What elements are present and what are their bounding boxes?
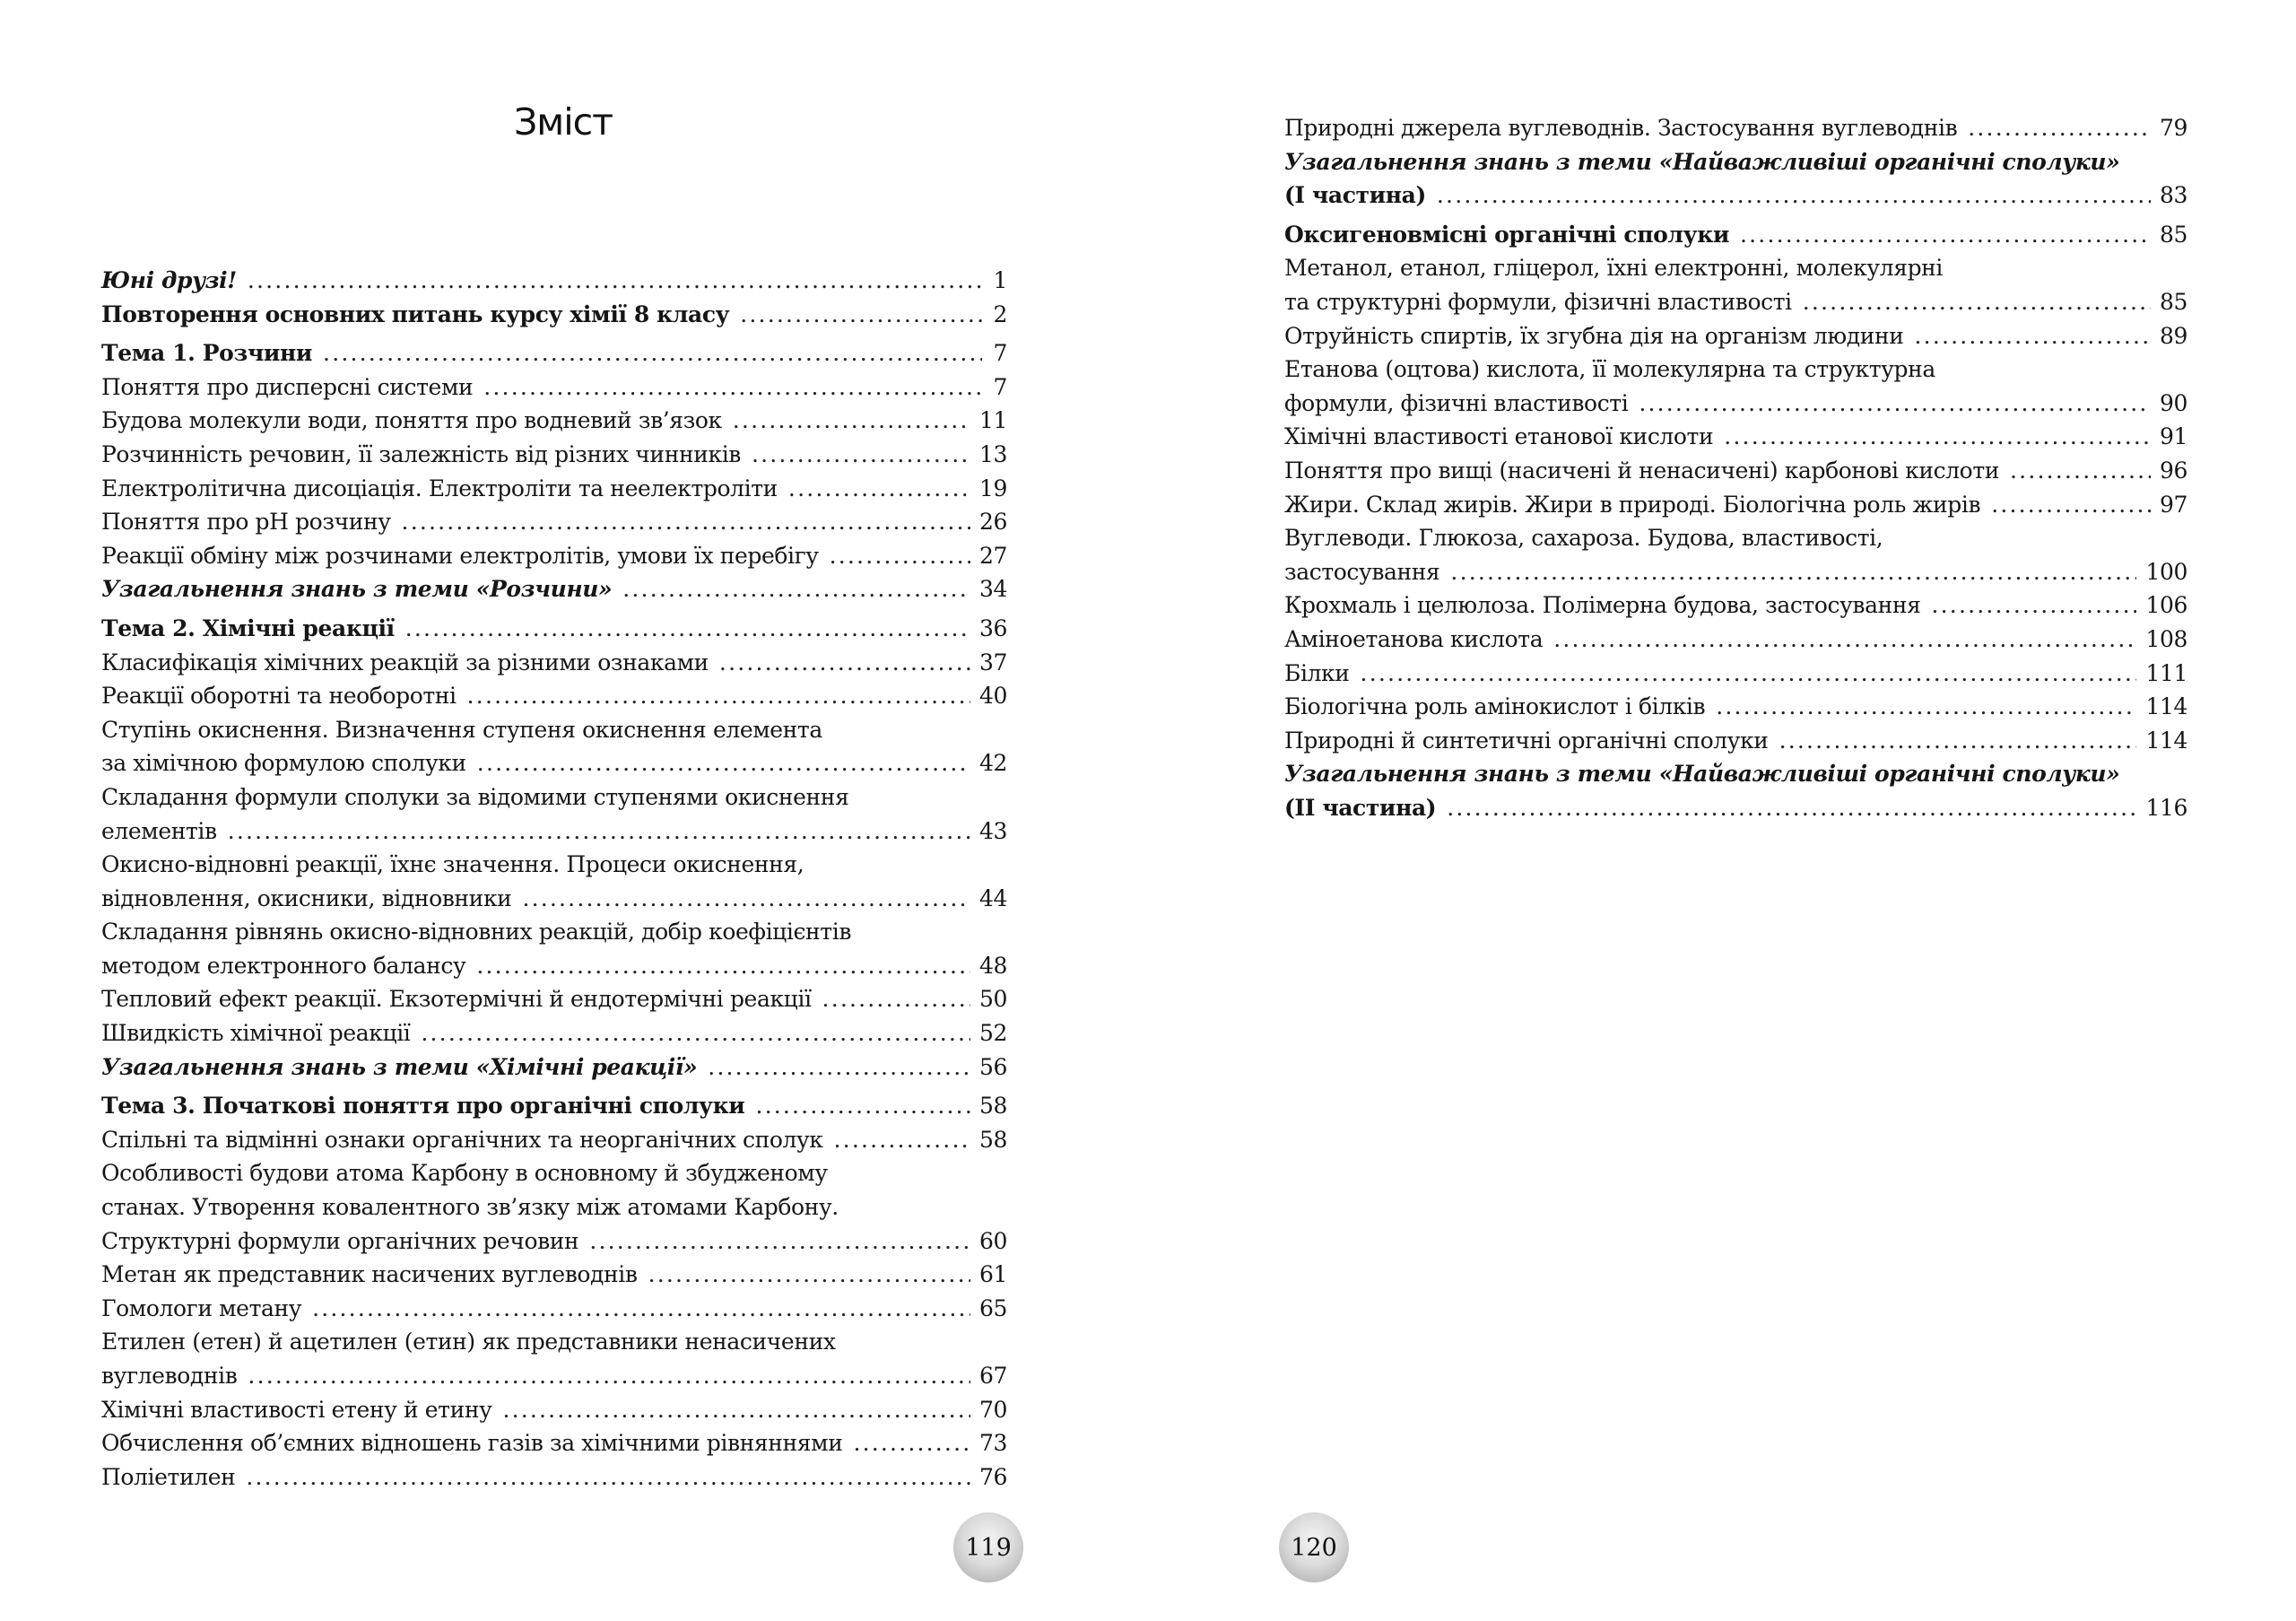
- toc-entry: [1284, 657, 2187, 691]
- toc-entry-title: Юні друзі!: [101, 267, 237, 293]
- toc-entry: [101, 612, 1007, 646]
- toc-entry: [101, 1393, 1007, 1427]
- toc-entry-title: Окисно-відновні реакції, їхнє значення. Процеси окиснення,: [101, 851, 804, 878]
- toc-entry-title: Хімічні властивості етену й етину: [101, 1396, 492, 1423]
- toc-entry-page-number: 34: [978, 576, 1007, 603]
- toc-entry-page-number: 58: [978, 1093, 1007, 1120]
- dot-leader: [228, 815, 970, 849]
- toc-entry-page-number: 1: [993, 267, 1007, 293]
- page-title: Зміст: [514, 100, 613, 144]
- toc-entry-continued: [1284, 251, 2187, 285]
- toc-entry-title: станах. Утворення ковалентного зв’язку між атомами Карбону.: [101, 1194, 839, 1221]
- dot-leader: [853, 1426, 970, 1460]
- toc-entry-title: Тема 2. Хімічні реакції: [101, 614, 395, 641]
- toc-entry-page-number: 96: [2159, 457, 2187, 484]
- dot-leader: [1437, 179, 2151, 213]
- dot-leader: [755, 1089, 970, 1123]
- toc-entry-page-number: 114: [2145, 693, 2187, 720]
- toc-entry-title: Обчислення об’ємних відношень газів за хімічними рівняннями: [101, 1430, 843, 1457]
- dot-leader: [1968, 111, 2151, 145]
- toc-entry-title: Реакції обміну між розчинами електролітів, умови їх перебігу: [101, 542, 819, 569]
- toc-entry-title: Тема 1. Розчини: [101, 340, 313, 367]
- toc-entry-page-number: 43: [978, 817, 1007, 844]
- dot-leader: [1915, 319, 2151, 353]
- toc-entry-page-number: 89: [2159, 322, 2187, 349]
- right-page: [1148, 0, 2296, 1621]
- dot-leader: [1450, 555, 2136, 589]
- toc-entry: [101, 404, 1007, 438]
- toc-entry-title: Складання формули сполуки за відомими ступенями окиснення: [101, 783, 849, 810]
- toc-entry-title: Узагальнення знань з теми «Хімічні реакції»: [101, 1053, 698, 1080]
- toc-entry-page-number: 27: [978, 542, 1007, 569]
- toc-entry: [1284, 623, 2187, 657]
- toc-entry-page-number: 40: [978, 683, 1007, 710]
- toc-entry-title: Узагальнення знань з теми «Найважливіші органічні сполуки»: [1284, 761, 2120, 788]
- toc-entry-title: застосування: [1284, 558, 1440, 585]
- toc-entry-title: Ступінь окиснення. Визначення ступеня окиснення елемента: [101, 716, 822, 743]
- toc-entry-title: Тема 3. Початкові поняття про органічні сполуки: [101, 1093, 745, 1120]
- toc-entry: [101, 949, 1007, 983]
- toc-entry-page-number: 37: [978, 649, 1007, 675]
- dot-leader: [421, 1016, 970, 1050]
- toc-entry-page-number: 52: [978, 1020, 1007, 1047]
- toc-entry-title: Тепловий ефект реакції. Екзотермічні й ендотермічні реакції: [101, 986, 812, 1013]
- toc-entry: [1284, 555, 2187, 589]
- dot-leader: [822, 982, 970, 1016]
- dot-leader: [2010, 454, 2151, 488]
- dot-leader: [1803, 285, 2151, 319]
- dot-leader: [1553, 623, 2136, 657]
- toc-entry: [1284, 488, 2187, 522]
- dot-leader: [1991, 488, 2151, 522]
- toc-entry: [101, 505, 1007, 539]
- toc-entry-continued: [1284, 757, 2187, 791]
- toc-entry-continued: [1284, 353, 2187, 387]
- toc-entry-title: Класифікація хімічних реакцій за різними ознаками: [101, 649, 709, 675]
- toc-entry-page-number: 56: [978, 1053, 1007, 1080]
- toc-entry-title: Етанова (оцтова) кислота, її молекулярна та структурна: [1284, 356, 1935, 383]
- toc-entry: [1284, 724, 2187, 758]
- toc-entry-title: Розчинність речовин, її залежність від різних чинників: [101, 440, 741, 467]
- page-number-badge: 120: [1279, 1512, 1349, 1582]
- toc-entry-page-number: 19: [978, 475, 1007, 501]
- toc-entry-title: Поліетилен: [101, 1463, 236, 1490]
- toc-entry-continued: [1284, 521, 2187, 555]
- toc-entry: [101, 1426, 1007, 1460]
- dot-leader: [1740, 218, 2151, 252]
- toc-entry: [101, 1292, 1007, 1326]
- dot-leader: [467, 679, 970, 713]
- toc-entry-page-number: 13: [978, 440, 1007, 467]
- toc-entry-page-number: 42: [978, 750, 1007, 777]
- toc-entry-page-number: 60: [978, 1227, 1007, 1254]
- toc-entry-page-number: 7: [993, 340, 1007, 367]
- toc-entry-title: Будова молекули води, поняття про водневий зв’язок: [101, 407, 722, 434]
- toc-entry-page-number: 67: [978, 1363, 1007, 1389]
- toc-entry: [101, 1123, 1007, 1157]
- dot-leader: [752, 438, 970, 472]
- dot-leader: [1779, 724, 2137, 758]
- toc-entry-title: Узагальнення знань з теми «Розчини»: [101, 576, 613, 603]
- toc-entry-title: Структурні формули органічних речовин: [101, 1227, 579, 1254]
- toc-entry: [101, 646, 1007, 680]
- toc-entry-title: (II частина): [1284, 794, 1437, 821]
- toc-list-right: [1284, 111, 2187, 824]
- toc-entry-title: вуглеводнів: [101, 1363, 238, 1389]
- toc-entry-title: Метан як представник насичених вуглеводнів: [101, 1261, 638, 1288]
- toc-entry-page-number: 111: [2145, 659, 2187, 686]
- toc-entry-continued: [101, 1325, 1007, 1359]
- toc-entry-page-number: 91: [2159, 423, 2187, 450]
- toc-entry-title: Швидкість хімічної реакції: [101, 1020, 411, 1047]
- toc-entry: [1284, 791, 2187, 825]
- dot-leader: [483, 370, 982, 405]
- toc-entry-title: Природні джерела вуглеводнів. Застосування вуглеводнів: [1284, 115, 1958, 141]
- toc-entry-page-number: 106: [2145, 592, 2187, 619]
- toc-entry: [1284, 588, 2187, 623]
- toc-entry-title: Складання рівнянь окисно-відновних реакцій, добір коефіцієнтів: [101, 919, 852, 946]
- toc-entry-title: Білки: [1284, 659, 1350, 686]
- toc-entry-page-number: 97: [2159, 491, 2187, 518]
- dot-leader: [708, 1050, 970, 1085]
- toc-entry-title: Спільні та відмінні ознаки органічних та неорганічних сполук: [101, 1126, 823, 1153]
- toc-entry-page-number: 58: [978, 1126, 1007, 1153]
- toc-entry-page-number: 85: [2159, 221, 2187, 248]
- toc-entry-title: Вуглеводи. Глюкоза, сахароза. Будова, властивості,: [1284, 525, 1883, 552]
- toc-entry-page-number: 36: [978, 614, 1007, 641]
- toc-entry-page-number: 83: [2159, 182, 2187, 209]
- toc-entry-title: Узагальнення знань з теми «Найважливіші органічні сполуки»: [1284, 148, 2120, 175]
- toc-entry-page-number: 50: [978, 986, 1007, 1013]
- toc-entry-title: Аміноетанова кислота: [1284, 625, 1544, 652]
- toc-entry-page-number: 76: [978, 1463, 1007, 1490]
- toc-entry-continued: [101, 1156, 1007, 1190]
- dot-leader: [740, 298, 982, 332]
- toc-entry-title: Жири. Склад жирів. Жири в природі. Біологічна роль жирів: [1284, 491, 1981, 518]
- dot-leader: [719, 646, 970, 680]
- toc-entry-title: відновлення, окисники, відновники: [101, 885, 512, 911]
- toc-entry: [101, 438, 1007, 472]
- dot-leader: [1724, 420, 2151, 454]
- dot-leader: [248, 264, 982, 298]
- toc-entry-title: Електролітична дисоціація. Електроліти та неелектроліти: [101, 475, 778, 501]
- toc-entry-page-number: 11: [978, 407, 1007, 434]
- toc-entry-title: методом електронного балансу: [101, 952, 466, 979]
- toc-entry: [101, 1224, 1007, 1259]
- toc-entry: [101, 679, 1007, 713]
- toc-entry-page-number: 116: [2145, 794, 2187, 821]
- toc-entry: [101, 1460, 1007, 1495]
- toc-entry: [101, 1258, 1007, 1292]
- toc-entry: [1284, 218, 2187, 252]
- dot-leader: [834, 1123, 970, 1157]
- dot-leader: [502, 1393, 970, 1427]
- toc-entry-continued: [101, 848, 1007, 882]
- toc-entry-title: Реакції оборотні та необоротні: [101, 683, 457, 710]
- toc-entry-title: Метанол, етанол, гліцерол, їхні електронні, молекулярні: [1284, 255, 1944, 282]
- toc-entry: [101, 982, 1007, 1016]
- dot-leader: [476, 949, 970, 983]
- dot-leader: [648, 1258, 970, 1292]
- toc-entry: [101, 1359, 1007, 1393]
- toc-entry: [101, 472, 1007, 506]
- toc-entry: [101, 336, 1007, 370]
- toc-entry-title: Поняття про pH розчину: [101, 509, 391, 536]
- toc-entry-page-number: 70: [978, 1396, 1007, 1423]
- toc-entry-title: Гомологи метану: [101, 1294, 302, 1321]
- toc-entry-page-number: 2: [993, 301, 1007, 327]
- toc-entry-title: Етилен (етен) й ацетилен (етин) як представники ненасичених: [101, 1329, 836, 1355]
- toc-entry-title: Повторення основних питань курсу хімії 8 класу: [101, 301, 730, 327]
- toc-entry-title: Поняття про дисперсні системи: [101, 373, 474, 400]
- toc-entry: [101, 746, 1007, 780]
- dot-leader: [589, 1224, 970, 1259]
- toc-entry-page-number: 73: [978, 1430, 1007, 1457]
- toc-entry-page-number: 100: [2145, 558, 2187, 585]
- toc-entry: [101, 1089, 1007, 1123]
- dot-leader: [402, 505, 970, 539]
- dot-leader: [1639, 387, 2151, 421]
- toc-entry: [1284, 285, 2187, 319]
- dot-leader: [477, 746, 970, 780]
- dot-leader: [405, 612, 970, 646]
- toc-entry-title: елементів: [101, 817, 217, 844]
- toc-entry: [101, 264, 1007, 298]
- toc-entry-page-number: 44: [978, 885, 1007, 911]
- toc-entry-continued: [101, 1190, 1007, 1224]
- toc-entry: [1284, 454, 2187, 488]
- toc-entry-page-number: 7: [993, 373, 1007, 400]
- toc-entry-continued: [1284, 145, 2187, 179]
- toc-entry: [1284, 111, 2187, 145]
- toc-entry-title: Крохмаль і целюлоза. Полімерна будова, застосування: [1284, 592, 1921, 619]
- toc-entry: [1284, 420, 2187, 454]
- toc-entry-page-number: 61: [978, 1261, 1007, 1288]
- toc-entry-continued: [101, 915, 1007, 949]
- toc-entry-title: Хімічні властивості етанової кислоти: [1284, 423, 1714, 450]
- dot-leader: [1447, 791, 2136, 825]
- toc-entry-page-number: 26: [978, 509, 1007, 536]
- toc-entry-page-number: 48: [978, 952, 1007, 979]
- toc-entry-title: формули, фізичні властивості: [1284, 389, 1629, 416]
- toc-entry-page-number: 79: [2159, 115, 2187, 141]
- toc-entry-title: за хімічною формулою сполуки: [101, 750, 466, 777]
- toc-entry-page-number: 90: [2159, 389, 2187, 416]
- toc-entry: [1284, 387, 2187, 421]
- toc-entry-page-number: 65: [978, 1294, 1007, 1321]
- toc-entry-title: Поняття про вищі (насичені й ненасичені) карбонові кислоти: [1284, 457, 2000, 484]
- toc-entry-continued: [101, 780, 1007, 815]
- toc-entry-title: Біологічна роль амінокислот і білків: [1284, 693, 1706, 720]
- dot-leader: [830, 539, 970, 573]
- dot-leader: [1361, 657, 2137, 691]
- toc-list-left: [101, 264, 1007, 1494]
- toc-entry: [101, 298, 1007, 332]
- toc-entry-title: Природні й синтетичні органічні сполуки: [1284, 727, 1769, 754]
- toc-entry-title: та структурні формули, фізичні властивості: [1284, 288, 1792, 315]
- toc-entry-title: Отруйність спиртів, їх згубна дія на організм людини: [1284, 322, 1904, 349]
- toc-entry: [101, 815, 1007, 849]
- toc-entry: [101, 1050, 1007, 1085]
- toc-entry-continued: [101, 713, 1007, 747]
- dot-leader: [788, 472, 970, 506]
- toc-entry-page-number: 85: [2159, 288, 2187, 315]
- toc-entry: [101, 370, 1007, 405]
- dot-leader: [733, 404, 970, 438]
- dot-leader: [248, 1359, 970, 1393]
- toc-entry: [1284, 690, 2187, 724]
- toc-entry: [101, 882, 1007, 916]
- toc-entry-page-number: 114: [2145, 727, 2187, 754]
- page-number-badge: 119: [953, 1512, 1023, 1582]
- dot-leader: [323, 336, 982, 370]
- toc-entry: [101, 1016, 1007, 1050]
- toc-entry-title: (I частина): [1284, 182, 1426, 209]
- dot-leader: [1932, 588, 2137, 623]
- dot-leader: [522, 882, 970, 916]
- toc-entry: [1284, 179, 2187, 213]
- toc-entry: [101, 539, 1007, 573]
- dot-leader: [1716, 690, 2136, 724]
- toc-entry: [1284, 319, 2187, 353]
- dot-leader: [246, 1460, 970, 1495]
- toc-entry-page-number: 108: [2145, 625, 2187, 652]
- toc-entry-title: Особливості будови атома Карбону в основному й збудженому: [101, 1160, 828, 1187]
- toc-entry-title: Оксигеновмісні органічні сполуки: [1284, 221, 1729, 248]
- dot-leader: [312, 1292, 970, 1326]
- dot-leader: [622, 572, 970, 606]
- toc-entry: [101, 572, 1007, 606]
